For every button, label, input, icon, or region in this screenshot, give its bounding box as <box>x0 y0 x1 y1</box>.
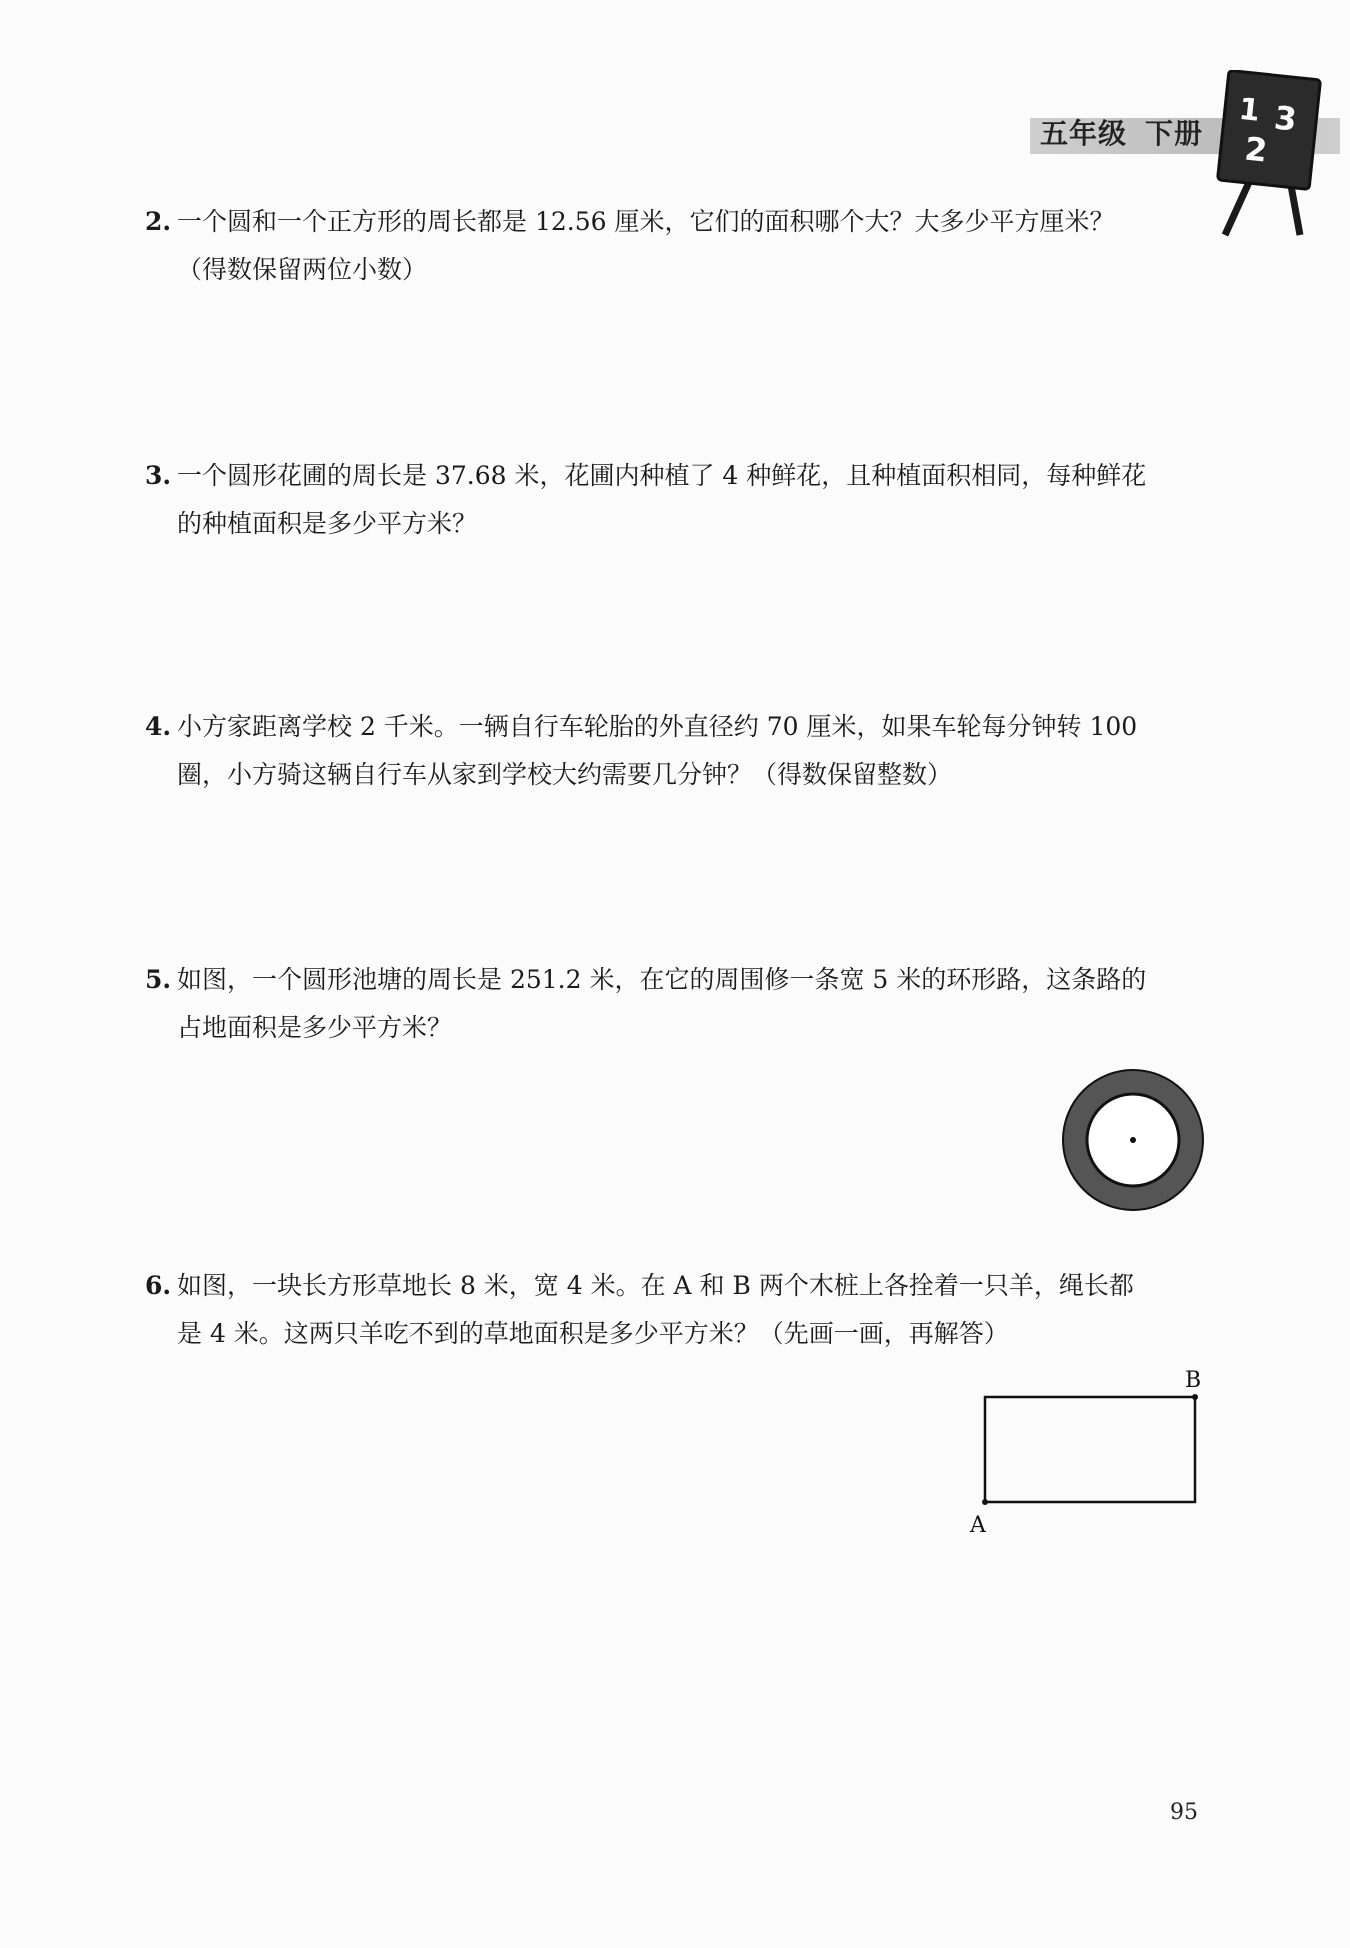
stake-b-dot <box>1192 1394 1198 1400</box>
header-grade-label <box>1040 112 1203 152</box>
problem-text-line1: 小方家距离学校 2 千米。一辆自行车轮胎的外直径约 70 厘米，如果车轮每分钟转 100 <box>177 712 1138 741</box>
problem-text-line2: 的种植面积是多少平方米？ <box>177 509 478 538</box>
page-number: 95 <box>1170 1800 1198 1825</box>
problem-number: 6. <box>145 1271 172 1300</box>
stake-a-dot <box>982 1499 988 1505</box>
problem-text-line2: 是 4 米。这两只羊吃不到的草地面积是多少平方米？（先画一画，再解答） <box>177 1319 1009 1348</box>
problem-6 <box>145 1262 1205 1358</box>
problem-text-line1: 如图，一块长方形草地长 8 米，宽 4 米。在 A 和 B 两个木桩上各拴着一只羊，绳长都 <box>177 1271 1134 1300</box>
problem-number: 5. <box>145 965 172 994</box>
badge-digit-3: 2 <box>1242 129 1270 170</box>
label-b: B <box>1185 1368 1202 1393</box>
problem-text-line2: 圈，小方骑这辆自行车从家到学校大约需要几分钟？（得数保留整数） <box>177 760 953 789</box>
ring-road-figure <box>1058 1065 1208 1215</box>
badge-digit-2: 3 <box>1272 98 1299 139</box>
label-a: A <box>970 1513 986 1538</box>
problem-2 <box>145 198 1205 294</box>
volume-text: 下册 <box>1145 117 1204 150</box>
problem-4 <box>145 703 1205 799</box>
problem-3 <box>145 452 1205 548</box>
problem-text-line1: 如图，一个圆形池塘的周长是 251.2 米，在它的周围修一条宽 5 米的环形路，这条路的 <box>177 965 1147 994</box>
grass-rectangle-figure <box>960 1362 1220 1542</box>
problem-text-line2: （得数保留两位小数） <box>177 255 428 284</box>
problem-5 <box>145 956 1205 1052</box>
chalkboard-logo <box>1215 70 1325 240</box>
problem-number: 3. <box>145 461 172 490</box>
problem-text-line1: 一个圆形花圃的周长是 37.68 米，花圃内种植了 4 种鲜花，且种植面积相同，每种鲜花 <box>177 461 1147 490</box>
badge-digit-1: 1 <box>1237 91 1262 129</box>
problem-text-line1: 一个圆和一个正方形的周长都是 12.56 厘米，它们的面积哪个大？大多少平方厘米？ <box>177 207 1115 236</box>
center-dot <box>1130 1137 1136 1143</box>
problem-number: 2. <box>145 207 172 236</box>
problem-number: 4. <box>145 712 172 741</box>
grass-rectangle <box>985 1397 1195 1502</box>
grade-text: 五年级 <box>1040 117 1128 150</box>
problem-text-line2: 占地面积是多少平方米？ <box>177 1013 453 1042</box>
